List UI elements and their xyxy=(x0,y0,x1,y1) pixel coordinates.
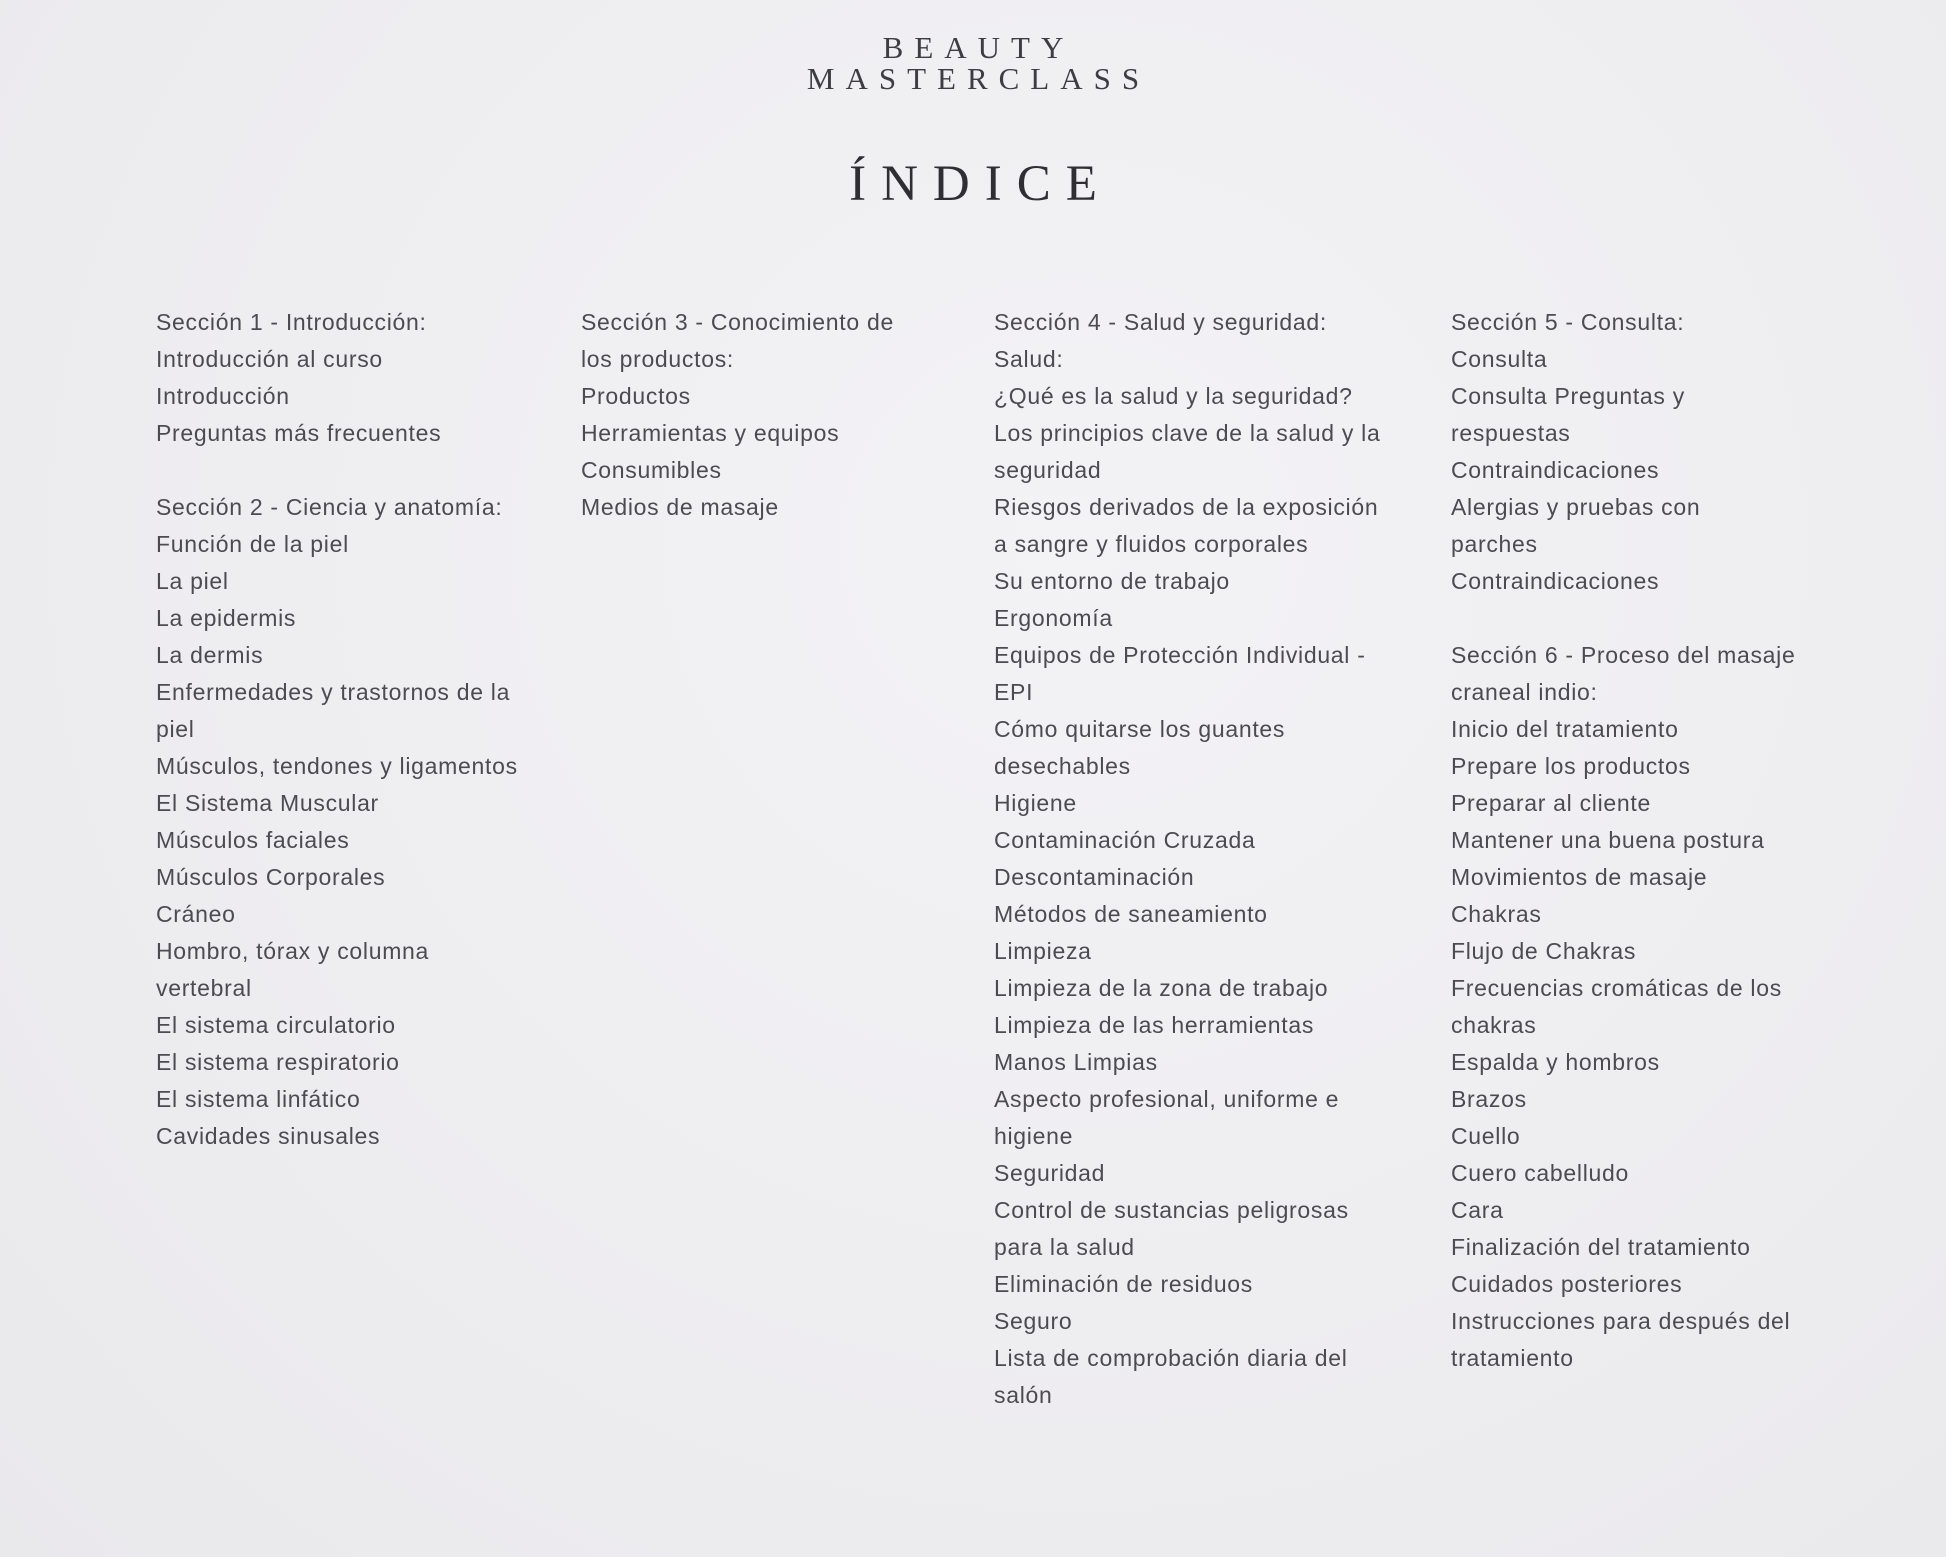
index-entry: Enfermedades y trastornos de la xyxy=(156,679,511,705)
index-entry: vertebral xyxy=(156,975,252,1001)
page-title-text: ÍNDICE xyxy=(849,156,1112,212)
index-entry: Músculos faciales xyxy=(156,827,350,853)
index-entry: Instrucciones para después del xyxy=(1451,1308,1791,1334)
index-entry: Lista de comprobación diaria del xyxy=(994,1345,1348,1371)
index-entry: Introducción al curso xyxy=(156,346,383,372)
index-entry: ¿Qué es la salud y la seguridad? xyxy=(994,383,1353,409)
index-entry: Medios de masaje xyxy=(581,494,779,520)
index-entry: Los principios clave de la salud y la xyxy=(994,420,1381,446)
index-entry: Métodos de saneamiento xyxy=(994,901,1268,927)
index-entry: Contaminación Cruzada xyxy=(994,827,1256,853)
index-section xyxy=(581,304,926,526)
index-entry: Alergias y pruebas con xyxy=(1451,494,1701,520)
index-entry: Consulta xyxy=(1451,346,1548,372)
brand-logo xyxy=(0,32,1946,94)
index-entry: Control de sustancias peligrosas xyxy=(994,1197,1349,1223)
index-entry: Consulta Preguntas y xyxy=(1451,383,1685,409)
index-entry: Salud: xyxy=(994,346,1064,372)
index-entry: Frecuencias cromáticas de los xyxy=(1451,975,1782,1001)
index-entry: Cuello xyxy=(1451,1123,1521,1149)
index-entry: Limpieza xyxy=(994,938,1092,964)
index-entry: La epidermis xyxy=(156,605,297,631)
index-entry: Seguro xyxy=(994,1308,1073,1334)
index-entry: Eliminación de residuos xyxy=(994,1271,1254,1297)
index-entry: Seguridad xyxy=(994,1160,1106,1186)
section-heading: Sección 1 - Introducción: xyxy=(156,309,427,335)
index-entry: Equipos de Protección Individual - xyxy=(994,642,1366,668)
index-entry: Inicio del tratamiento xyxy=(1451,716,1679,742)
index-entry: Cavidades sinusales xyxy=(156,1123,381,1149)
index-entry: Cráneo xyxy=(156,901,236,927)
index-entry: craneal indio: xyxy=(1451,679,1598,705)
index-entry: higiene xyxy=(994,1123,1074,1149)
index-entry: a sangre y fluidos corporales xyxy=(994,531,1309,557)
index-entry: La piel xyxy=(156,568,229,594)
brand-line-2: MASTERCLASS xyxy=(806,61,1151,96)
index-entry: Músculos, tendones y ligamentos xyxy=(156,753,518,779)
index-entry: Mantener una buena postura xyxy=(1451,827,1765,853)
index-entry: Consumibles xyxy=(581,457,722,483)
index-entry: Ergonomía xyxy=(994,605,1113,631)
index-entry: Músculos Corporales xyxy=(156,864,386,890)
index-entry: Movimientos de masaje xyxy=(1451,864,1708,890)
index-entry: Cómo quitarse los guantes xyxy=(994,716,1286,742)
index-entry: Contraindicaciones xyxy=(1451,457,1660,483)
index-entry: Riesgos derivados de la exposición xyxy=(994,494,1379,520)
index-entry: Función de la piel xyxy=(156,531,349,557)
index-entry: Brazos xyxy=(1451,1086,1527,1112)
index-entry: El Sistema Muscular xyxy=(156,790,379,816)
index-section xyxy=(156,304,546,452)
index-entry: Cuero cabelludo xyxy=(1451,1160,1630,1186)
index-entry: Flujo de Chakras xyxy=(1451,938,1637,964)
brand-line-1: BEAUTY xyxy=(882,30,1075,65)
index-entry: chakras xyxy=(1451,1012,1537,1038)
index-entry: Preparar al cliente xyxy=(1451,790,1651,816)
section-heading: Sección 4 - Salud y seguridad: xyxy=(994,309,1327,335)
index-entry: Chakras xyxy=(1451,901,1542,927)
section-heading: Sección 2 - Ciencia y anatomía: xyxy=(156,494,503,520)
index-section xyxy=(1451,304,1831,600)
section-heading: Sección 6 - Proceso del masaje xyxy=(1451,642,1796,668)
index-entry: Limpieza de la zona de trabajo xyxy=(994,975,1329,1001)
index-entry: Su entorno de trabajo xyxy=(994,568,1230,594)
section-heading: Sección 5 - Consulta: xyxy=(1451,309,1685,335)
index-entry: parches xyxy=(1451,531,1538,557)
index-entry: Hombro, tórax y columna xyxy=(156,938,430,964)
index-entry: tratamiento xyxy=(1451,1345,1574,1371)
index-entry: los productos: xyxy=(581,346,734,372)
index-column-4 xyxy=(1451,304,1831,1414)
index-section xyxy=(994,304,1404,1414)
index-entry: Espalda y hombros xyxy=(1451,1049,1660,1075)
index-section xyxy=(156,489,546,1155)
index-entry: El sistema linfático xyxy=(156,1086,361,1112)
index-entry: Descontaminación xyxy=(994,864,1195,890)
index-entry: Introducción xyxy=(156,383,290,409)
index-entry: para la salud xyxy=(994,1234,1135,1260)
index-entry: Finalización del tratamiento xyxy=(1451,1234,1751,1260)
index-entry: piel xyxy=(156,716,195,742)
index-column-3 xyxy=(994,304,1404,1451)
index-entry: seguridad xyxy=(994,457,1102,483)
index-entry: Cara xyxy=(1451,1197,1504,1223)
index-entry: respuestas xyxy=(1451,420,1571,446)
index-entry: La dermis xyxy=(156,642,264,668)
index-entry: Contraindicaciones xyxy=(1451,568,1660,594)
index-section xyxy=(1451,637,1831,1377)
index-entry: Cuidados posteriores xyxy=(1451,1271,1683,1297)
index-entry: Productos xyxy=(581,383,691,409)
index-entry: EPI xyxy=(994,679,1034,705)
index-entry: El sistema respiratorio xyxy=(156,1049,400,1075)
index-entry: Limpieza de las herramientas xyxy=(994,1012,1315,1038)
page-title xyxy=(0,154,1946,214)
index-entry: Preguntas más frecuentes xyxy=(156,420,442,446)
index-entry: Aspecto profesional, uniforme e xyxy=(994,1086,1340,1112)
index-entry: Manos Limpias xyxy=(994,1049,1158,1075)
index-entry: El sistema circulatorio xyxy=(156,1012,396,1038)
index-entry: Prepare los productos xyxy=(1451,753,1691,779)
index-entry: Higiene xyxy=(994,790,1077,816)
index-entry: salón xyxy=(994,1382,1053,1408)
index-column-2 xyxy=(581,304,926,563)
index-entry: desechables xyxy=(994,753,1131,779)
index-entry: Herramientas y equipos xyxy=(581,420,840,446)
section-heading: Sección 3 - Conocimiento de xyxy=(581,309,894,335)
index-column-1 xyxy=(156,304,546,1192)
